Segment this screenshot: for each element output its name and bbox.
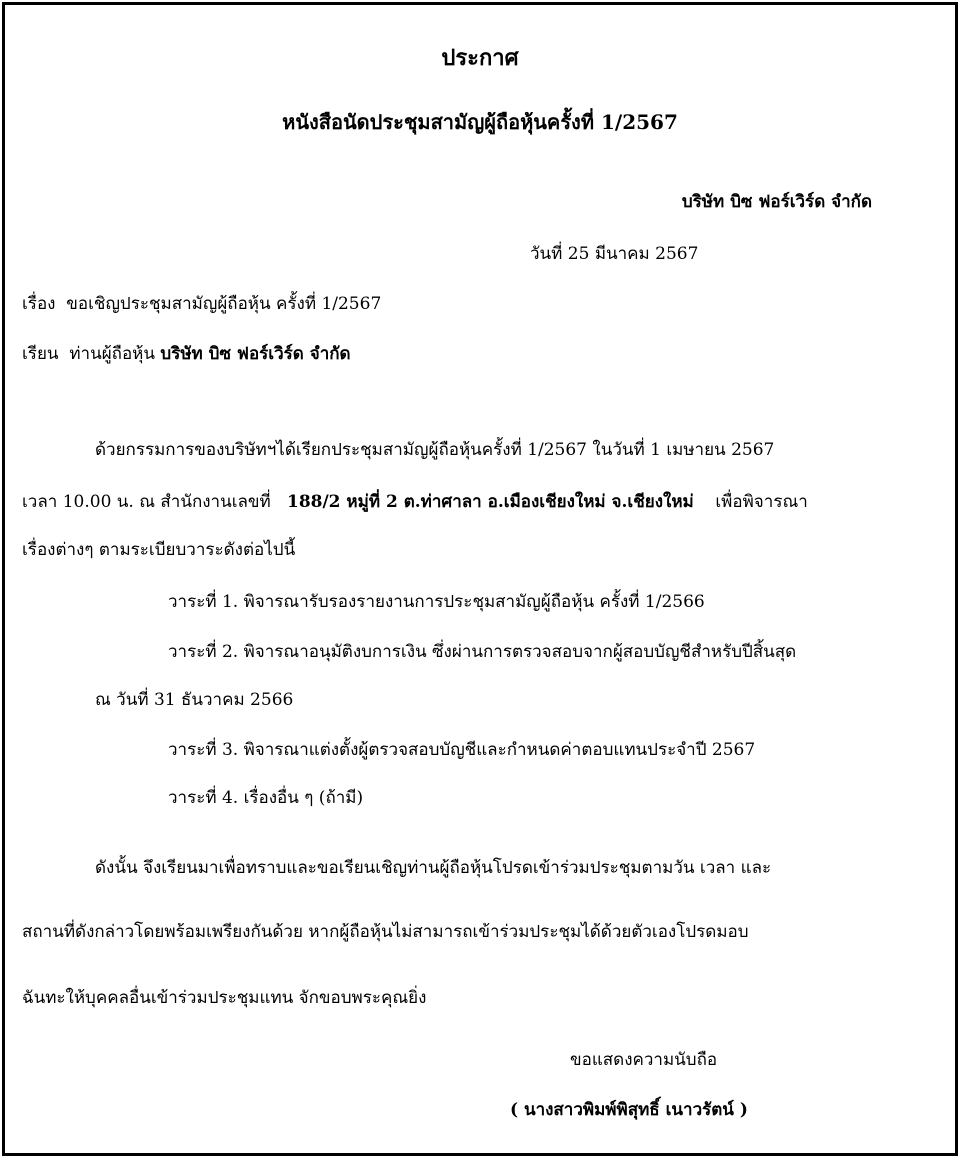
recipient-line: [22, 342, 351, 366]
agenda-item-3: วาระที่ 3. พิจารณาแต่งตั้งผู้ตรวจสอบบัญชีและกำหนดค่าตอบแทนประจำปี 2567: [168, 740, 756, 760]
paragraph-1-line-3: เรื่องต่างๆ ตามระเบียบวาระดังต่อไปนี้: [22, 540, 296, 560]
document-subtitle: หนังสือนัดประชุมสามัญผู้ถือหุ้นครั้งที่ 1/2567: [282, 110, 678, 134]
agenda-item-4: วาระที่ 4. เรื่องอื่น ๆ (ถ้ามี): [168, 788, 364, 808]
agenda-item-1: วาระที่ 1. พิจารณารับรองรายงานการประชุมสามัญผู้ถือหุ้น ครั้งที่ 1/2566: [168, 592, 705, 612]
closing-line-2: สถานที่ดังกล่าวโดยพร้อมเพรียงกันด้วย หากผู้ถือหุ้นไม่สามารถเข้าร่วมประชุมได้ด้วยตัวเองโปรดมอบ: [22, 922, 749, 942]
subject-line: [22, 292, 381, 316]
company-name: บริษัท บิซ ฟอร์เวิร์ด จำกัด: [681, 192, 872, 212]
document-border: [2, 2, 958, 1156]
document-date: วันที่ 25 มีนาคม 2567: [530, 244, 699, 264]
subject-text: ขอเชิญประชุมสามัญผู้ถือหุ้น ครั้งที่ 1/2567: [66, 294, 382, 314]
recipient-label: เรียน: [22, 344, 59, 364]
document-title: ประกาศ: [441, 45, 519, 71]
paragraph-1-line-1: ด้วยกรรมการของบริษัทฯได้เรียกประชุมสามัญผู้ถือหุ้นครั้งที่ 1/2567 ในวันที่ 1 เมษายน 2567: [95, 440, 775, 460]
subject-label: เรื่อง: [22, 294, 56, 314]
recipient-company: บริษัท บิซ ฟอร์เวิร์ด จำกัด: [160, 344, 351, 364]
recipient-text: ท่านผู้ถือหุ้น: [69, 344, 156, 364]
closing-line-3: ฉันทะให้บุคคลอื่นเข้าร่วมประชุมแทน จักขอบพระคุณยิ่ง: [22, 988, 427, 1008]
agenda-item-2-continued: ณ วันที่ 31 ธันวาคม 2566: [95, 690, 294, 710]
closing-regards: ขอแสดงความนับถือ: [570, 1050, 718, 1070]
signatory-name: ( นางสาวพิมพ์พิสุทธิ์ เนาวรัตน์ ): [510, 1100, 748, 1120]
meeting-time-text: เวลา 10.00 น. ณ สำนักงานเลขที่: [22, 492, 271, 512]
paragraph-1-line-2: [22, 490, 808, 514]
closing-line-1: ดังนั้น จึงเรียนมาเพื่อทราบและขอเรียนเชิญท่านผู้ถือหุ้นโปรดเข้าร่วมประชุมตามวัน เวลา และ: [95, 858, 772, 878]
agenda-item-2: วาระที่ 2. พิจารณาอนุมัติงบการเงิน ซึ่งผ่านการตรวจสอบจากผู้สอบบัญชีสำหรับปีสิ้นสุด: [168, 642, 797, 662]
purpose-text: เพื่อพิจารณา: [715, 492, 808, 512]
meeting-address: 188/2 หมู่ที่ 2 ต.ท่าศาลา อ.เมืองเชียงใหม่ จ.เชียงใหม่: [286, 492, 694, 512]
